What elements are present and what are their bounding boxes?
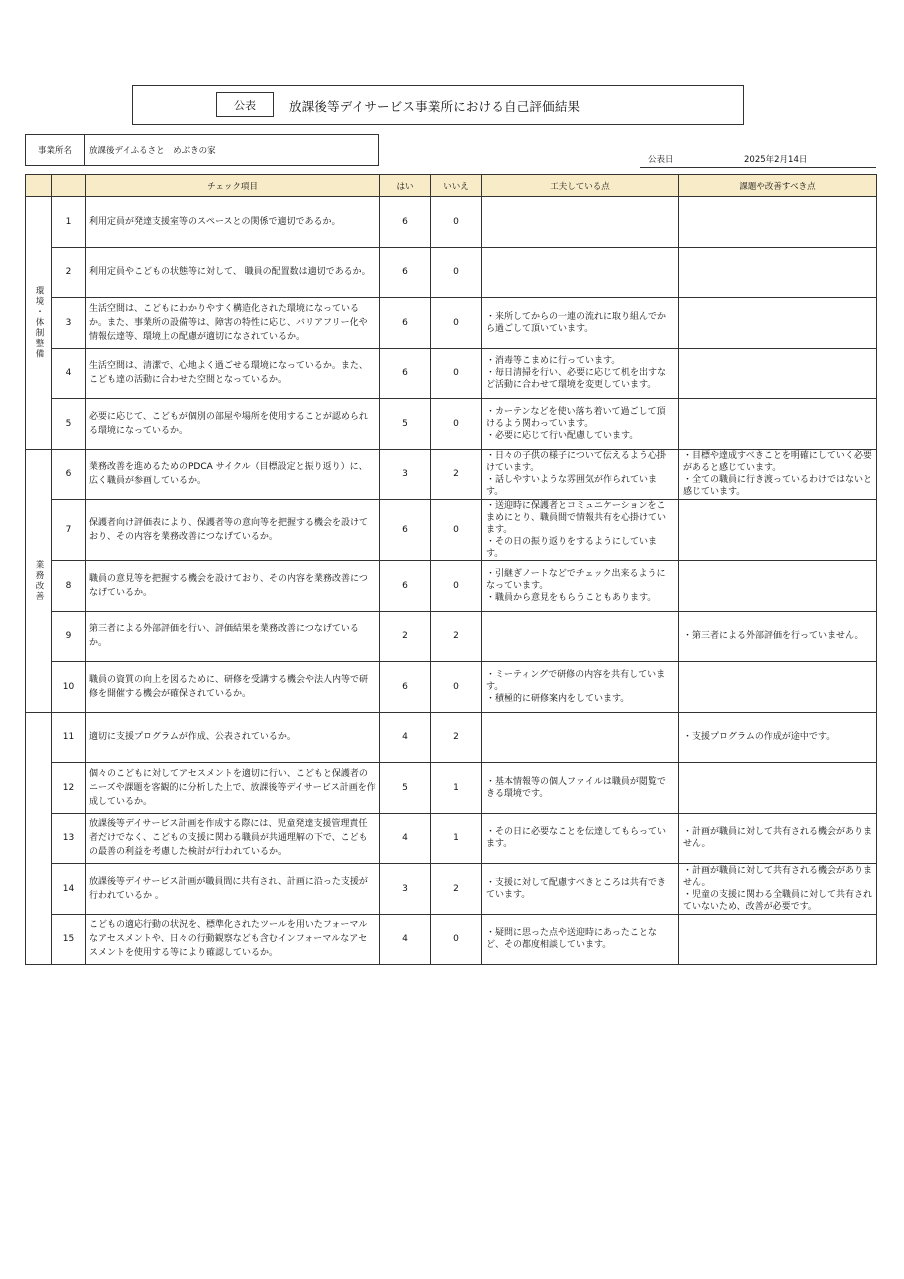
header-issues: 課題や改善すべき点 — [679, 175, 877, 197]
point-note: ・必要に応じて行い配慮しています。 — [486, 430, 639, 441]
points-cell — [482, 197, 679, 248]
no-count: 2 — [431, 449, 482, 500]
yes-count: 4 — [380, 914, 431, 965]
yes-count: 4 — [380, 712, 431, 763]
publish-date — [640, 151, 876, 168]
no-count: 0 — [431, 348, 482, 399]
no-count: 2 — [431, 712, 482, 763]
item-number: 4 — [52, 348, 86, 399]
table-row — [26, 763, 877, 814]
item-number: 9 — [52, 611, 86, 662]
item-number: 15 — [52, 914, 86, 965]
issues-cell — [679, 914, 877, 965]
office-label: 事業所名 — [26, 135, 85, 165]
points-cell — [482, 247, 679, 298]
header-check-item: チェック項目 — [86, 175, 380, 197]
category-cell — [26, 449, 52, 712]
issues-cell — [679, 864, 877, 915]
points-cell — [482, 914, 679, 965]
issue-note: ・児童の支援に関わる全職員に対して共有されていないため、改善が必要です。 — [683, 889, 873, 912]
item-number: 12 — [52, 763, 86, 814]
issue-note: ・第三者による外部評価を行っていません。 — [683, 631, 864, 642]
yes-count: 6 — [380, 348, 431, 399]
issues-cell — [679, 662, 877, 713]
table-header-row — [26, 175, 877, 197]
publish-date-value: 2025年2月14日 — [744, 155, 808, 165]
points-cell — [482, 449, 679, 500]
issues-cell — [679, 298, 877, 349]
points-cell — [482, 813, 679, 864]
point-note: ・来所してからの一連の流れに取り組んでから過ごして頂いています。 — [486, 311, 667, 334]
point-note: ・カーテンなどを使い落ち着いて過ごして頂けるよう関わっています。 — [486, 406, 666, 429]
check-item-text: 適切に支援プログラムが作成、公表されているか。 — [86, 712, 380, 763]
header-yes: はい — [380, 175, 431, 197]
issues-cell — [679, 247, 877, 298]
item-number: 7 — [52, 500, 86, 561]
yes-count: 6 — [380, 561, 431, 612]
issue-note: ・計画が職員に対して共有される機会がありません。 — [683, 827, 873, 850]
yes-count: 6 — [380, 298, 431, 349]
point-note: ・毎日清掃を行い、必要に応じて机を出すなど活動に合わせて環境を変更しています。 — [486, 368, 667, 391]
table-row — [26, 914, 877, 965]
no-count: 1 — [431, 813, 482, 864]
check-item-text: 第三者による外部評価を行い、評価結果を業務改善につなげているか。 — [86, 611, 380, 662]
title-box — [132, 85, 744, 125]
table-row — [26, 348, 877, 399]
points-cell — [482, 662, 679, 713]
check-item-text: 職員の意見等を把握する機会を設けており、その内容を業務改善につなげているか。 — [86, 561, 380, 612]
table-row — [26, 611, 877, 662]
office-box — [25, 134, 379, 166]
table-row — [26, 298, 877, 349]
header-number — [52, 175, 86, 197]
no-count: 0 — [431, 247, 482, 298]
category-cell — [26, 197, 52, 450]
no-count: 0 — [431, 561, 482, 612]
office-name: 放課後デイふるさと めぶきの家 — [89, 146, 216, 156]
item-number: 1 — [52, 197, 86, 248]
issues-cell — [679, 712, 877, 763]
category-cell — [26, 712, 52, 965]
category-label: 業務改善 — [34, 559, 44, 602]
point-note: ・日々の子供の様子について伝えるよう心掛けています。 — [486, 451, 666, 474]
header-points: 工夫している点 — [482, 175, 679, 197]
table-row — [26, 399, 877, 450]
issue-note: ・支援プログラムの作成が途中です。 — [683, 732, 836, 743]
yes-count: 6 — [380, 500, 431, 561]
item-number: 5 — [52, 399, 86, 450]
yes-count: 4 — [380, 813, 431, 864]
check-item-text: 必要に応じて、こどもが個別の部屋や場所を使用することが認められる環境になっているか。 — [86, 399, 380, 450]
points-cell — [482, 611, 679, 662]
point-note: ・話しやすいような雰囲気が作られています。 — [486, 475, 658, 498]
check-item-text: こどもの適応行動の状況を、標準化されたツールを用いたフォーマルなアセスメントや、日々の行動観察なども含むインフォーマルなアセスメントを使用する等により確認しているか。 — [86, 914, 380, 965]
check-item-text: 放課後等デイサービス計画を作成する際には、児童発達支援管理責任者だけでなく、こどもの支援に関わる職員が共通理解の下で、こどもの最善の利益を考慮した検討が行われているか。 — [86, 813, 380, 864]
table-row — [26, 500, 877, 561]
category-label: 環境・体制整備 — [34, 286, 44, 360]
issue-note: ・目標や達成すべきことを明確にしていく必要があると感じています。 — [683, 451, 872, 474]
point-note: ・その日に必要なことを伝達してもらっています。 — [486, 827, 667, 850]
point-note: ・基本情報等の個人ファイルは職員が閲覧できる環境です。 — [486, 776, 666, 799]
table-row — [26, 449, 877, 500]
check-item-text: 生活空間は、清潔で、心地よく過ごせる環境になっているか。また、こども達の活動に合わせた空間となっているか。 — [86, 348, 380, 399]
public-badge: 公表 — [216, 92, 274, 117]
points-cell — [482, 763, 679, 814]
issues-cell — [679, 197, 877, 248]
check-item-text: 個々のこどもに対してアセスメントを適切に行い、こどもと保護者のニーズや課題を客観的に分析した上で、放課後等デイサービス計画を作成しているか。 — [86, 763, 380, 814]
check-item-text: 保護者向け評価表により、保護者等の意向等を把握する機会を設けており、その内容を業務改善につなげているか。 — [86, 500, 380, 561]
item-number: 11 — [52, 712, 86, 763]
points-cell — [482, 500, 679, 561]
yes-count: 3 — [380, 449, 431, 500]
no-count: 2 — [431, 864, 482, 915]
points-cell — [482, 712, 679, 763]
table-row — [26, 197, 877, 248]
point-note: ・疑問に思った点や送迎時にあったことなど、その都度相談しています。 — [486, 928, 657, 951]
issues-cell — [679, 500, 877, 561]
evaluation-table — [25, 174, 877, 965]
point-note: ・引継ぎノートなどでチェック出来るようになっています。 — [486, 568, 666, 591]
issues-cell — [679, 399, 877, 450]
check-item-text: 職員の資質の向上を図るために、研修を受講する機会や法人内等で研修を開催する機会が確保されているか。 — [86, 662, 380, 713]
header-no: いいえ — [431, 175, 482, 197]
yes-count: 6 — [380, 247, 431, 298]
yes-count: 6 — [380, 662, 431, 713]
point-note: ・積極的に研修案内をしています。 — [486, 693, 630, 704]
page-title: 放課後等デイサービス事業所における自己評価結果 — [289, 99, 581, 114]
item-number: 2 — [52, 247, 86, 298]
check-item-text: 業務改善を進めるためのPDCA サイクル（目標設定と振り返り）に、広く職員が参画しているか。 — [86, 449, 380, 500]
point-note: ・送迎時に保護者とコミュニケーションをこまめにとり、職員間で情報共有を心掛けています。 — [486, 501, 667, 535]
check-item-text: 利用定員が発達支援室等のスペースとの関係で適切であるか。 — [86, 197, 380, 248]
yes-count: 5 — [380, 763, 431, 814]
no-count: 0 — [431, 500, 482, 561]
no-count: 2 — [431, 611, 482, 662]
header-category — [26, 175, 52, 197]
yes-count: 5 — [380, 399, 431, 450]
point-note: ・その日の振り返りをするようにしています。 — [486, 537, 658, 559]
point-note: ・ミーティングで研修の内容を共有しています。 — [486, 669, 666, 692]
table-row — [26, 561, 877, 612]
check-item-text: 生活空間は、こどもにわかりやすく構造化された環境になっているか。また、事業所の設備等は、障害の特性に応じ、バリアフリー化や情報伝達等、環境上の配慮が適切になされているか。 — [86, 298, 380, 349]
yes-count: 6 — [380, 197, 431, 248]
issues-cell — [679, 763, 877, 814]
no-count: 0 — [431, 914, 482, 965]
yes-count: 2 — [380, 611, 431, 662]
points-cell — [482, 399, 679, 450]
item-number: 3 — [52, 298, 86, 349]
points-cell — [482, 298, 679, 349]
no-count: 0 — [431, 399, 482, 450]
point-note: ・支援に対して配慮すべきところは共有できています。 — [486, 877, 666, 900]
points-cell — [482, 561, 679, 612]
publish-date-label: 公表日 — [648, 155, 674, 165]
issues-cell — [679, 348, 877, 399]
table-row — [26, 813, 877, 864]
table-row — [26, 864, 877, 915]
table-row — [26, 662, 877, 713]
item-number: 14 — [52, 864, 86, 915]
points-cell — [482, 864, 679, 915]
issues-cell — [679, 561, 877, 612]
point-note: ・消毒等こまめに行っています。 — [486, 356, 621, 367]
no-count: 0 — [431, 298, 482, 349]
item-number: 8 — [52, 561, 86, 612]
check-item-text: 放課後等デイサービス計画が職員間に共有され、計画に沿った支援が行われているか 。 — [86, 864, 380, 915]
no-count: 0 — [431, 197, 482, 248]
issues-cell — [679, 449, 877, 500]
issues-cell — [679, 611, 877, 662]
item-number: 13 — [52, 813, 86, 864]
table-row — [26, 247, 877, 298]
no-count: 1 — [431, 763, 482, 814]
issue-note: ・全ての職員に行き渡っているわけではないと感じています。 — [683, 475, 873, 498]
point-note: ・職員から意見をもらうこともあります。 — [486, 592, 657, 603]
issues-cell — [679, 813, 877, 864]
issue-note: ・計画が職員に対して共有される機会がありません。 — [683, 865, 873, 888]
check-item-text: 利用定員やこどもの状態等に対して、 職員の配置数は適切であるか。 — [86, 247, 380, 298]
table-row — [26, 712, 877, 763]
points-cell — [482, 348, 679, 399]
item-number: 10 — [52, 662, 86, 713]
yes-count: 3 — [380, 864, 431, 915]
item-number: 6 — [52, 449, 86, 500]
no-count: 0 — [431, 662, 482, 713]
